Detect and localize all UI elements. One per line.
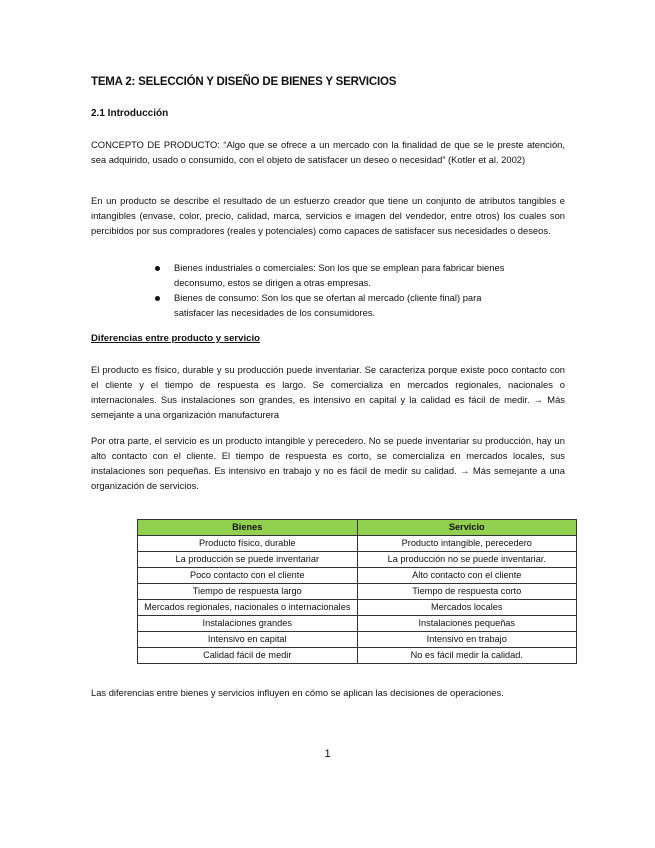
table-cell: Alto contacto con el cliente: [357, 568, 577, 584]
page-number: 1: [324, 748, 331, 760]
table-header-service: Servicio: [357, 520, 577, 536]
table-row: [138, 616, 577, 632]
table-cell: Poco contacto con el cliente: [138, 568, 358, 584]
table-row: [138, 552, 577, 568]
comparison-table: [137, 519, 577, 664]
table-cell: Mercados locales: [357, 600, 577, 616]
table-row: [138, 584, 577, 600]
product-paragraph: El producto es físico, durable y su producción puede inventariar. Se caracteriza porque existe poco contacto con el cliente y el tiempo de respuesta es largo. Se comercializa en mercados regionales, nacionales o internacionales. Sus instalaciones son grandes, es intensivo en capital y la calidad es fácil de medir. → Más semejante a una organización manufacturera: [91, 364, 565, 420]
table-cell: Producto físico, durable: [138, 536, 358, 552]
table-row: [138, 648, 577, 664]
table-cell: Mercados regionales, nacionales o internacionales: [138, 600, 358, 616]
table-header-goods: Bienes: [138, 520, 358, 536]
bullet-icon: [155, 296, 160, 301]
section-heading-introduction: 2.1 Introducción: [91, 108, 169, 119]
product-description-paragraph: En un producto se describe el resultado de un esfuerzo creador que tiene un conjunto de atributos tangibles e intangibles (envase, color, precio, calidad, marca, servicios e imagen del vendedor, entre otros) los cuales son percibidos por sus compradores (reales y potenciales) como capaces de satisfacer sus necesidades o deseos.: [91, 195, 565, 236]
table-cell: Tiempo de respuesta largo: [138, 584, 358, 600]
table-cell: Instalaciones grandes: [138, 616, 358, 632]
differences-heading: Diferencias entre producto y servicio: [91, 333, 261, 344]
list-item-text: Bienes de consumo: Son los que se ofertan al mercado (cliente final) para satisfacer las necesidades de los consumidores.: [174, 292, 482, 318]
list-item: [155, 290, 515, 320]
table-cell: Producto intangible, perecedero: [357, 536, 577, 552]
goods-types-list: [155, 260, 515, 320]
table-row: [138, 568, 577, 584]
table-row: [138, 536, 577, 552]
table-cell: La producción no se puede inventariar.: [357, 552, 577, 568]
service-paragraph: Por otra parte, el servicio es un producto intangible y perecedero. No se puede inventariar su producción, hay un alto contacto con el cliente. El tiempo de respuesta es corto, se comercializa en mercados locales, sus instalaciones son pequeñas. Es intensivo en trabajo y no es fácil de medir su calidad. → Más semejante a una organización de servicios.: [91, 435, 565, 491]
list-item: [155, 260, 515, 290]
table-cell: Instalaciones pequeñas: [357, 616, 577, 632]
table-header-row: [138, 520, 577, 536]
bullet-icon: [155, 266, 160, 271]
table-cell: La producción se puede inventariar: [138, 552, 358, 568]
table-cell: No es fácil medir la calidad.: [357, 648, 577, 664]
list-item-text: Bienes industriales o comerciales: Son los que se emplean para fabricar bienes deconsumo, estos se dirigen a otras empresas.: [174, 262, 505, 288]
table-cell: Intensivo en capital: [138, 632, 358, 648]
document-title: TEMA 2: SELECCIÓN Y DISEÑO DE BIENES Y SERVICIOS: [91, 76, 397, 88]
table-row: [138, 632, 577, 648]
table-row: [138, 600, 577, 616]
table-cell: Tiempo de respuesta corto: [357, 584, 577, 600]
table-cell: Intensivo en trabajo: [357, 632, 577, 648]
product-concept-paragraph: CONCEPTO DE PRODUCTO: “Algo que se ofrece a un mercado con la finalidad de que se le preste atención, sea adquirido, usado o consumido, con el objeto de satisfacer un deseo o necesidad” (Kotler et al. 2002): [91, 139, 565, 165]
table-cell: Calidad fácil de medir: [138, 648, 358, 664]
closing-paragraph: Las diferencias entre bienes y servicios influyen en cómo se aplican las decisiones de operaciones.: [91, 687, 504, 698]
